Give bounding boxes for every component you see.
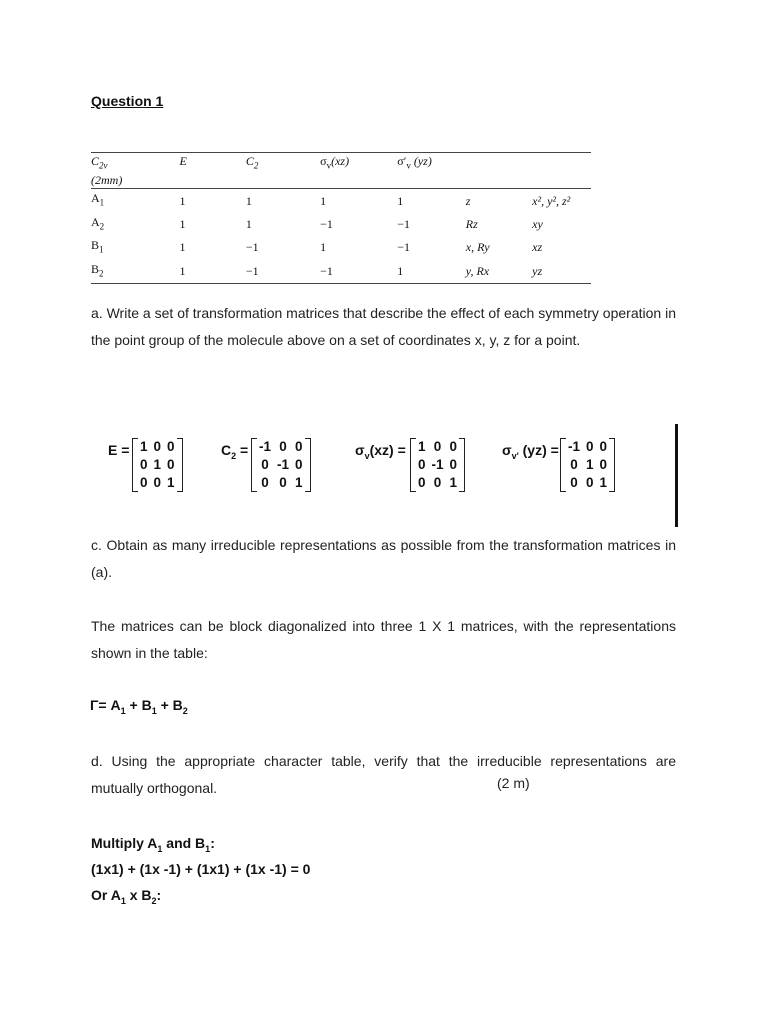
part-a-text: a. Write a set of transformation matrices that describe the effect of each symmetry operation in the point group of the molecule above on a set of coordinates x, y, z for a point. <box>91 305 676 348</box>
row-c2: 1 <box>240 189 314 213</box>
row-quadratic: x², y², z² <box>532 189 591 213</box>
row-sigma-v-prime: 1 <box>391 260 466 284</box>
block-diagonal-text: The matrices can be block diagonalized into three 1 X 1 matrices, with the representations shown in the table: <box>91 618 676 661</box>
matrix-sigma-v-prime-label: $\sigma_{v'}$ (yz) = <box>502 442 559 461</box>
row-sigma-v-prime: −1 <box>397 240 411 255</box>
part-c-text: c. Obtain as many irreducible representations as possible from the transformation matrices in (a). <box>91 537 676 580</box>
row-sigma-v: 1 <box>320 240 327 255</box>
matrix-c2: -1 0 0 0 -1 0 0 0 1 <box>251 438 311 492</box>
header-c2: $C_2$ <box>240 153 314 189</box>
row-linear: z <box>466 189 532 213</box>
multiply-alternative: Or $A_1$ x $B_2$: <box>91 887 162 906</box>
header-e: E <box>174 153 240 189</box>
header-sigma-v-prime: $\sigma'_v$ (yz) <box>391 153 466 189</box>
row-sigma-v-prime: −1 <box>397 216 411 231</box>
matrix-e-label: E = <box>108 442 130 458</box>
row-c2: −1 <box>240 260 314 284</box>
matrix-e: 1 0 0 0 1 0 0 0 1 <box>132 438 183 492</box>
row-e: 1 <box>179 216 186 231</box>
character-table <box>91 152 591 284</box>
table-row <box>91 260 591 284</box>
matrix-sigma-v-label: $\sigma_v(xz)$ = <box>355 442 406 461</box>
row-quadratic: xy <box>532 216 543 231</box>
character-table-header <box>91 153 591 189</box>
header-group: $C_{2v}$ (2mm) <box>91 153 174 189</box>
row-symmetry: $B_2$ <box>91 260 174 284</box>
question-title: Question 1 <box>91 93 164 109</box>
row-sigma-v: −1 <box>314 260 391 284</box>
row-c2: 1 <box>245 216 252 231</box>
row-symmetry: $A_1$ <box>91 189 174 213</box>
matrix-sigma-v: 1 0 0 0 -1 0 0 0 1 <box>410 438 465 492</box>
row-e: 1 <box>179 240 186 255</box>
row-linear: y, Rx <box>466 260 532 284</box>
row-quadratic: yz <box>532 260 591 284</box>
header-linear <box>466 153 532 189</box>
part-d-marks: (2 m) <box>497 775 530 791</box>
part-d-text: d. Using the appropriate character table, verify that the irreducible representations are mutually orthogonal. <box>91 753 676 796</box>
multiply-heading: Multiply $A_1$ and $B_1$: <box>91 835 215 854</box>
row-quadratic: xz <box>532 240 543 255</box>
row-linear: x, Ry <box>465 240 490 255</box>
row-symmetry: $B_1$ <box>91 238 104 255</box>
row-e: 1 <box>174 260 240 284</box>
row-sigma-v: −1 <box>320 216 333 231</box>
transformation-matrices <box>0 432 768 502</box>
gamma-equation: $\Gamma= A_1 + B_1 + B_2$ <box>90 697 188 716</box>
row-sigma-v: 1 <box>314 189 391 213</box>
table-row <box>91 189 591 213</box>
multiply-result: (1x1) + (1x -1) + (1x1) + (1x -1) = 0 <box>91 861 311 877</box>
vertical-rule <box>675 424 678 527</box>
table-row <box>91 236 591 259</box>
matrix-c2-label: $C_2$ = <box>221 442 249 461</box>
row-linear: Rz <box>465 216 478 231</box>
matrix-sigma-v-prime: -1 0 0 0 1 0 0 0 1 <box>560 438 615 492</box>
table-row <box>91 213 591 236</box>
header-sigma-v: $\sigma_v(xz)$ <box>314 153 391 189</box>
header-quadratic <box>532 153 591 189</box>
row-sigma-v-prime: 1 <box>391 189 466 213</box>
row-c2: −1 <box>245 240 259 255</box>
row-symmetry: $A_2$ <box>91 214 105 232</box>
row-e: 1 <box>174 189 240 213</box>
